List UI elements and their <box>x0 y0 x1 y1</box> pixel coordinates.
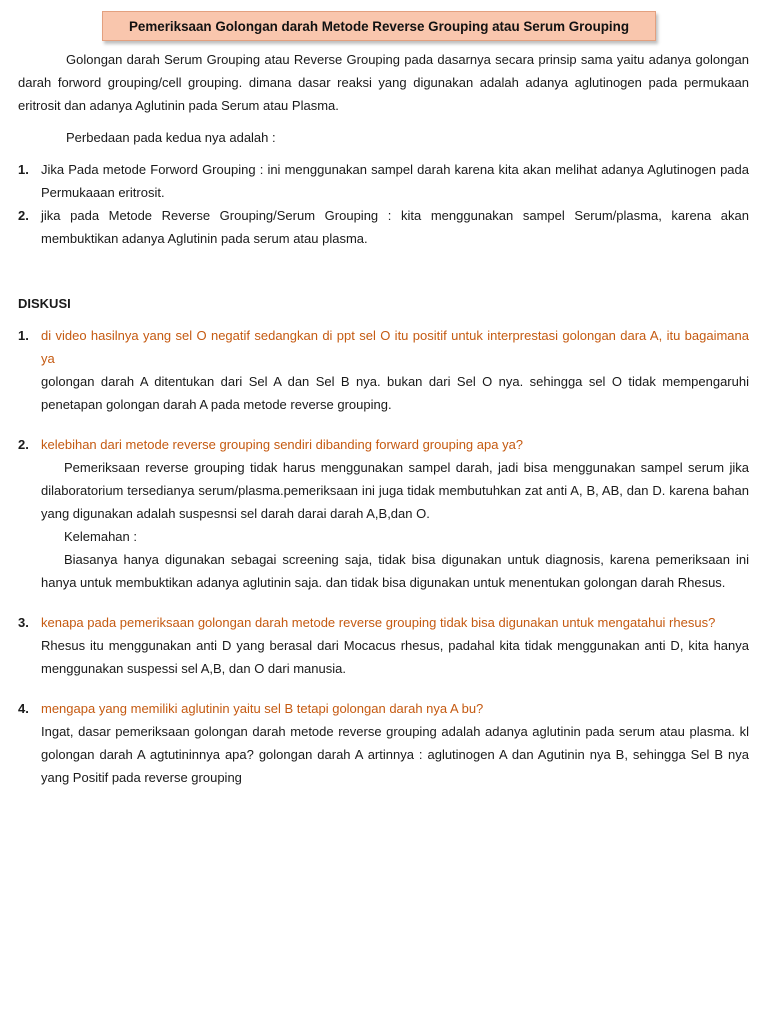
weakness-text: Biasanya hanya digunakan sebagai screening saja, tidak bisa digunakan untuk diagnosis, karena pemeriksaan ini hanya untuk membuktikan adanya aglutinin saja. dan tidak bisa digunakan untuk menentukan golongan darah Rhesus. <box>41 552 749 590</box>
list-number: 4. <box>18 701 29 716</box>
discussion-answer: Pemeriksaan reverse grouping tidak harus menggunakan sampel darah, jadi bisa menggunakan sampel serum jika dilaboratorium tersedianya serum/plasma.pemeriksaan ini juga tidak membutuhkan zat anti A, B, AB, dan D. karena bahan yang digunakan adalah suspesnsi sel darah darai darah A,B,dan O. <box>41 460 749 521</box>
difference-text: Jika Pada metode Forword Grouping : ini menggunakan sampel darah karena kita akan melihat adanya Aglutinogen pada Permukaaan eritrosit. <box>41 162 749 200</box>
difference-item <box>18 158 749 204</box>
discussion-heading: DISKUSI <box>18 296 71 311</box>
discussion-answer: Ingat, dasar pemeriksaan golongan darah metode reverse grouping adalah adanya aglutinin pada serum atau plasma. kl golongan darah A agtutininnya apa? golongan darah A artinnya : aglutinogen A dan Agutinin nya B, sehingga Sel B nya yang Positif pada reverse grouping <box>41 724 749 785</box>
difference-item <box>18 204 749 250</box>
document-title-box <box>102 11 656 41</box>
weakness-label: Kelemahan : <box>64 529 137 544</box>
intro-paragraph: Golongan darah Serum Grouping atau Reverse Grouping pada dasarnya secara prinsip sama yaitu adanya golongan darah forword grouping/cell grouping. dimana dasar reaksi yang digunakan adalah adanya aglutinogen pada permukaan eritrosit dan adanya Aglutinin pada Serum atau Plasma. <box>18 52 749 113</box>
list-number: 1. <box>18 328 29 343</box>
discussion-question: kenapa pada pemeriksaan golongan darah metode reverse grouping tidak bisa digunakan untuk mengatahui rhesus? <box>41 615 716 630</box>
discussion-answer: golongan darah A ditentukan dari Sel A dan Sel B nya. bukan dari Sel O nya. sehingga sel O tidak mempengaruhi penetapan golongan darah A pada metode reverse grouping. <box>41 374 749 412</box>
discussion-question: di video hasilnya yang sel O negatif sedangkan di ppt sel O itu positif untuk interprestasi golongan dara A, itu bagaimana ya <box>41 328 749 366</box>
list-number: 2. <box>18 437 29 452</box>
document-title: Pemeriksaan Golongan darah Metode Reverse Grouping atau Serum Grouping <box>128 18 630 34</box>
document-body <box>18 48 749 789</box>
difference-intro: Perbedaan pada kedua nya adalah : <box>66 130 276 145</box>
discussion-question: kelebihan dari metode reverse grouping sendiri dibanding forward grouping apa ya? <box>41 437 524 452</box>
list-number: 2. <box>18 208 29 223</box>
list-number: 3. <box>18 615 29 630</box>
discussion-item <box>18 611 749 680</box>
discussion-item <box>18 697 749 789</box>
discussion-question: mengapa yang memiliki aglutinin yaitu sel B tetapi golongan darah nya A bu? <box>41 701 484 716</box>
difference-text: jika pada Metode Reverse Grouping/Serum Grouping : kita menggunakan sampel Serum/plasma, karena akan membuktikan adanya Aglutinin pada serum atau plasma. <box>41 208 749 246</box>
discussion-answer: Rhesus itu menggunakan anti D yang berasal dari Mocacus rhesus, padahal kita tidak menggunakan anti D, kita hanya menggunakan suspessi sel A,B, dan O dari manusia. <box>41 638 749 676</box>
discussion-item <box>18 433 749 594</box>
list-number: 1. <box>18 162 29 177</box>
discussion-item <box>18 324 749 416</box>
